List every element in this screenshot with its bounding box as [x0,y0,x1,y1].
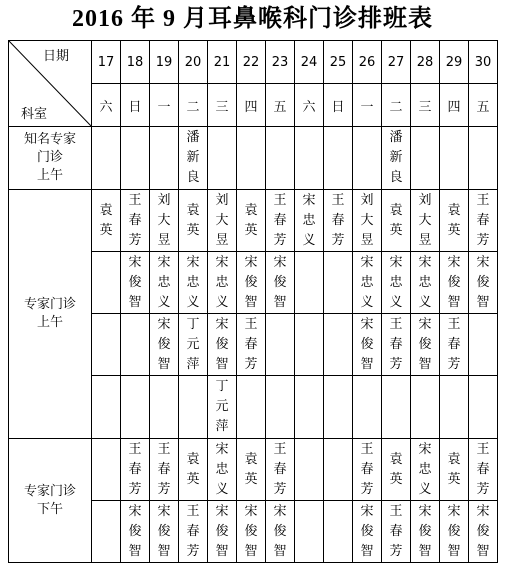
doctor-cell [150,314,179,376]
doctor-name: 宋俊智 [128,254,142,310]
header-corner [9,41,92,127]
doctor-name: 刘大昱 [215,192,229,248]
doctor-cell [237,252,266,314]
doctor-cell [411,501,440,563]
doctor-name: 袁英 [244,202,258,238]
weekday-cell: 六 [295,84,324,127]
doctor-cell [469,439,498,501]
doctor-name: 王春芳 [476,441,490,497]
doctor-cell [179,376,208,439]
doctor-cell [382,314,411,376]
doctor-cell [150,439,179,501]
doctor-cell [411,439,440,501]
doctor-name: 宋俊智 [215,503,229,559]
doctor-cell [353,501,382,563]
doctor-cell [266,314,295,376]
doctor-name: 宋忠义 [389,254,403,310]
doctor-cell [179,252,208,314]
doctor-cell [440,190,469,252]
doctor-cell [469,376,498,439]
department-label [9,127,92,190]
doctor-name: 宋忠义 [215,254,229,310]
doctor-cell [353,376,382,439]
doctor-name: 袁英 [186,202,200,238]
doctor-name: 袁英 [447,202,461,238]
doctor-cell [92,127,121,190]
date-cell: 29 [440,41,469,84]
doctor-name: 宋俊智 [418,503,432,559]
doctor-name: 宋忠义 [302,192,316,248]
doctor-cell [324,127,353,190]
doctor-cell [266,127,295,190]
doctor-cell [469,252,498,314]
doctor-cell [179,127,208,190]
doctor-name: 王春芳 [186,503,200,559]
department-label-line: 门诊 [36,150,63,165]
doctor-cell [179,439,208,501]
doctor-name: 袁英 [389,202,403,238]
doctor-cell [382,501,411,563]
department-label [9,190,92,439]
date-cell: 17 [92,41,121,84]
doctor-cell [237,190,266,252]
doctor-name: 宋俊智 [157,316,171,372]
weekday-cell: 五 [266,84,295,127]
doctor-name: 宋忠义 [157,254,171,310]
doctor-cell [469,501,498,563]
doctor-cell [92,314,121,376]
date-cell: 26 [353,41,382,84]
doctor-name: 袁英 [99,202,113,238]
doctor-name: 王春芳 [273,441,287,497]
doctor-name: 宋俊智 [273,503,287,559]
doctor-cell [92,439,121,501]
doctor-cell [208,190,237,252]
doctor-cell [266,439,295,501]
doctor-cell [353,439,382,501]
weekday-cell: 六 [92,84,121,127]
weekday-cell: 二 [179,84,208,127]
doctor-name: 宋俊智 [418,316,432,372]
date-cell: 22 [237,41,266,84]
doctor-cell [208,314,237,376]
doctor-name: 丁元萍 [215,379,229,434]
date-cell: 18 [121,41,150,84]
weekday-cell: 日 [121,84,150,127]
doctor-cell [353,314,382,376]
doctor-cell [121,314,150,376]
doctor-cell [353,252,382,314]
date-cell: 27 [382,41,411,84]
weekday-cell: 四 [440,84,469,127]
doctor-name: 宋忠义 [418,254,432,310]
department-label [9,439,92,563]
dept-header-label: 科室 [21,107,48,122]
doctor-cell [92,376,121,439]
doctor-cell [121,252,150,314]
doctor-cell [324,439,353,501]
doctor-name: 宋俊智 [157,503,171,559]
weekday-cell: 五 [469,84,498,127]
date-cell: 20 [179,41,208,84]
weekday-cell: 日 [324,84,353,127]
doctor-cell [150,190,179,252]
doctor-cell [353,127,382,190]
department-label-line: 专家门诊 [23,297,76,312]
doctor-cell [121,190,150,252]
doctor-name: 王春芳 [128,192,142,248]
doctor-name: 宋俊智 [215,316,229,372]
doctor-name: 王春芳 [360,441,374,497]
doctor-cell [382,127,411,190]
date-cell: 28 [411,41,440,84]
doctor-name: 宋忠义 [186,254,200,310]
doctor-name: 刘大昱 [360,192,374,248]
doctor-name: 潘新良 [186,130,200,185]
doctor-name: 王春芳 [157,441,171,497]
doctor-cell [324,252,353,314]
doctor-cell [150,127,179,190]
doctor-name: 宋忠义 [360,254,374,310]
doctor-name: 王春芳 [331,192,345,248]
doctor-cell [121,127,150,190]
doctor-cell [237,439,266,501]
doctor-cell [266,501,295,563]
doctor-cell [121,439,150,501]
doctor-cell [295,376,324,439]
doctor-name: 王春芳 [273,192,287,248]
doctor-name: 袁英 [186,451,200,487]
doctor-cell [92,501,121,563]
doctor-cell [411,252,440,314]
doctor-cell [208,127,237,190]
page-title: 2016 年 9 月耳鼻喉科门诊排班表 [72,6,433,32]
doctor-name: 王春芳 [447,316,461,372]
doctor-name: 宋俊智 [360,503,374,559]
department-label-line: 下午 [36,501,63,517]
doctor-name: 刘大昱 [418,192,432,248]
doctor-name: 王春芳 [389,503,403,559]
schedule-table [8,40,498,563]
weekday-cell: 四 [237,84,266,127]
date-cell: 25 [324,41,353,84]
doctor-cell [121,376,150,439]
doctor-cell [179,501,208,563]
doctor-cell [208,376,237,439]
doctor-cell [382,190,411,252]
doctor-name: 宋俊智 [244,254,258,310]
doctor-name: 宋俊智 [360,316,374,372]
doctor-cell [324,190,353,252]
doctor-cell [440,439,469,501]
doctor-cell [295,252,324,314]
doctor-cell [150,252,179,314]
weekday-cell: 三 [411,84,440,127]
doctor-cell [440,376,469,439]
doctor-name: 宋俊智 [273,254,287,310]
doctor-cell [440,252,469,314]
doctor-cell [324,376,353,439]
doctor-cell [411,314,440,376]
doctor-cell [266,252,295,314]
weekday-cell: 三 [208,84,237,127]
doctor-name: 宋俊智 [128,503,142,559]
doctor-cell [295,190,324,252]
doctor-cell [411,190,440,252]
schedule-row [9,127,498,190]
doctor-cell [440,501,469,563]
doctor-name: 王春芳 [128,441,142,497]
date-cell: 30 [469,41,498,84]
doctor-cell [208,439,237,501]
doctor-cell [150,376,179,439]
doctor-cell [440,314,469,376]
date-cell: 19 [150,41,179,84]
doctor-cell [295,501,324,563]
doctor-cell [266,190,295,252]
doctor-name: 潘新良 [389,130,403,185]
doctor-cell [92,190,121,252]
doctor-cell [208,252,237,314]
doctor-cell [469,190,498,252]
doctor-cell [382,252,411,314]
doctor-cell [237,314,266,376]
doctor-cell [469,127,498,190]
doctor-cell [150,501,179,563]
doctor-cell [92,252,121,314]
department-label-line: 上午 [36,315,63,330]
weekday-cell: 一 [353,84,382,127]
doctor-cell [295,127,324,190]
doctor-cell [440,127,469,190]
doctor-name: 宋俊智 [244,503,258,559]
doctor-name: 袁英 [244,451,258,487]
doctor-name: 王春芳 [244,316,258,372]
doctor-name: 刘大昱 [157,192,171,248]
department-label-line: 知名专家 [23,132,76,147]
doctor-name: 王春芳 [389,316,403,372]
doctor-name: 宋忠义 [215,441,229,497]
doctor-cell [179,190,208,252]
doctor-name: 袁英 [389,451,403,487]
schedule-row [9,190,498,252]
department-label-line: 上午 [36,168,63,183]
weekday-cell: 二 [382,84,411,127]
department-label-line: 专家门诊 [23,483,76,499]
weekday-cell: 一 [150,84,179,127]
doctor-name: 宋俊智 [447,254,461,310]
doctor-name: 宋俊智 [447,503,461,559]
date-cell: 24 [295,41,324,84]
doctor-cell [179,314,208,376]
doctor-name: 宋忠义 [418,441,432,497]
doctor-cell [237,127,266,190]
doctor-cell [382,439,411,501]
date-cell: 21 [208,41,237,84]
doctor-cell [469,314,498,376]
doctor-cell [382,376,411,439]
doctor-cell [324,501,353,563]
doctor-cell [324,314,353,376]
doctor-cell [295,439,324,501]
doctor-cell [411,376,440,439]
doctor-cell [295,314,324,376]
doctor-cell [411,127,440,190]
doctor-name: 宋俊智 [476,254,490,310]
doctor-name: 袁英 [447,451,461,487]
doctor-name: 宋俊智 [476,503,490,559]
doctor-cell [266,376,295,439]
doctor-cell [237,501,266,563]
doctor-cell [237,376,266,439]
date-header-label: 日期 [42,49,69,64]
doctor-cell [121,501,150,563]
doctor-cell [353,190,382,252]
date-cell: 23 [266,41,295,84]
doctor-name: 丁元萍 [186,316,200,372]
schedule-row [9,439,498,501]
doctor-name: 王春芳 [476,192,490,248]
doctor-cell [208,501,237,563]
